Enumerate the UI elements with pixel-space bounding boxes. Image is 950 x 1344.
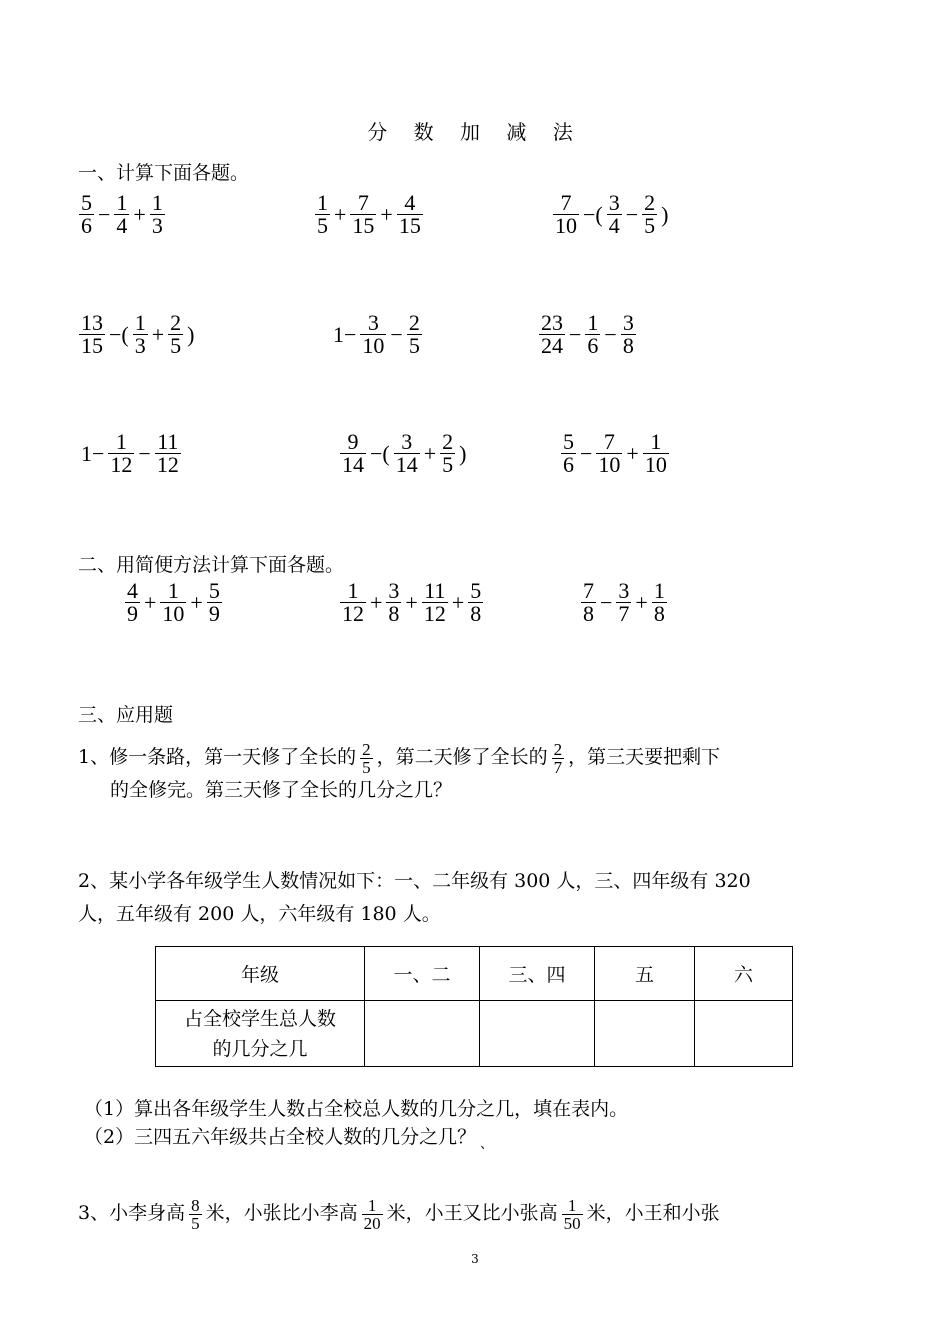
- denominator: 7: [618, 601, 630, 626]
- denominator: 5: [644, 213, 656, 238]
- numerator: 1: [587, 310, 599, 335]
- denominator: 4: [116, 213, 128, 238]
- operator: −: [138, 440, 151, 466]
- section-1-heading: 一、计算下面各题。: [78, 162, 250, 184]
- numerator: 7: [357, 190, 369, 215]
- fraction: [340, 580, 366, 625]
- operator: +: [190, 589, 203, 615]
- problem-3-line-1: [78, 1196, 720, 1232]
- numerator: 8: [191, 1195, 200, 1215]
- denominator: 3: [134, 333, 146, 358]
- denominator: 12: [110, 452, 133, 477]
- numerator: 4: [127, 578, 138, 603]
- problem-2-question-1: （1）算出各年级学生人数占全校总人数的几分之几，填在表内。: [84, 1098, 629, 1120]
- numerator: 11: [157, 429, 179, 454]
- operator: −: [98, 201, 111, 227]
- fraction: [407, 312, 422, 357]
- header-cell-grade-3-4: 三、四: [480, 947, 595, 1001]
- fraction: [397, 192, 423, 237]
- fraction: [394, 431, 420, 476]
- denominator: 8: [388, 601, 400, 626]
- stray-mark: 、: [480, 1137, 494, 1152]
- denominator: 5: [408, 333, 420, 358]
- denominator: 15: [398, 213, 421, 238]
- numerator: 1: [653, 578, 665, 603]
- numerator: 1: [347, 578, 359, 603]
- fraction: [168, 312, 183, 357]
- numerator: 5: [208, 578, 220, 603]
- fraction: [468, 580, 483, 625]
- denominator: 50: [563, 1213, 581, 1233]
- numerator: 3: [622, 310, 634, 335]
- denominator: 10: [162, 601, 185, 626]
- fraction: [108, 431, 134, 476]
- denominator: 10: [598, 452, 621, 477]
- denominator: 24: [541, 333, 563, 358]
- header-cell-grade-1-2: 一、二: [365, 947, 480, 1001]
- numerator: 1: [650, 429, 662, 454]
- numerator: 11: [424, 578, 446, 603]
- operator: −(: [109, 321, 129, 347]
- numerator: 4: [404, 190, 416, 215]
- denominator: 10: [362, 333, 385, 358]
- operator: −: [580, 440, 593, 466]
- denominator: 5: [362, 757, 371, 777]
- header-cell-grade-5: 五: [595, 947, 695, 1001]
- problem-2-line-1: 2、某小学各年级学生人数情况如下：一、二年级有 300 人，三、四年级有 320: [78, 870, 751, 892]
- header-cell-grade: 年级: [156, 947, 365, 1001]
- numerator: 2: [553, 739, 563, 759]
- problem-1-text-a: 1、修一条路，第一天修了全长的: [78, 746, 357, 768]
- numerator: 1: [134, 310, 146, 335]
- fraction: [160, 580, 186, 625]
- fraction-two-sevenths: [552, 741, 565, 776]
- numerator: 3: [367, 310, 379, 335]
- problem-2-question-2: [84, 1122, 494, 1152]
- numerator: 3: [388, 578, 400, 603]
- numerator: 2: [362, 739, 371, 759]
- denominator: 12: [156, 452, 179, 477]
- denominator: 4: [608, 213, 620, 238]
- table-answer-row: [156, 1001, 793, 1067]
- denominator: 10: [555, 213, 577, 238]
- numerator: 1: [116, 190, 128, 215]
- fraction: [585, 312, 600, 357]
- fraction: [596, 431, 622, 476]
- problem-1-text-b: ，第二天修了全长的: [376, 746, 548, 768]
- denominator: 6: [587, 333, 599, 358]
- operator: 1−: [333, 321, 357, 347]
- fraction: [652, 580, 667, 625]
- fraction: [642, 192, 657, 237]
- denominator: 5: [442, 452, 454, 477]
- operator: ): [187, 321, 195, 347]
- question-2-text: （2）三四五六年级共占全校人数的几分之几？: [84, 1126, 477, 1148]
- fraction: [616, 580, 631, 625]
- operator: +: [370, 589, 383, 615]
- page-number: 3: [471, 1252, 479, 1266]
- expr-12: [580, 580, 668, 625]
- grade-fraction-table: [155, 946, 793, 1067]
- section-3-heading: 三、应用题: [78, 704, 174, 726]
- operator: −(: [370, 440, 390, 466]
- numerator: 3: [618, 578, 630, 603]
- row-label-line-1: 占全校学生总人数: [183, 1007, 336, 1030]
- denominator: 6: [81, 213, 92, 238]
- denominator: 15: [352, 213, 375, 238]
- operator: −: [390, 321, 403, 347]
- numerator: 1: [115, 429, 127, 454]
- fraction-one-twentieth: [362, 1197, 383, 1232]
- expr-3: [552, 192, 671, 237]
- page-title: 分 数 加 减 法: [367, 120, 583, 144]
- fraction: [133, 312, 148, 357]
- denominator: 12: [423, 601, 446, 626]
- denominator: 6: [563, 452, 574, 477]
- operator: +: [144, 589, 157, 615]
- fraction: [422, 580, 448, 625]
- numerator: 13: [81, 310, 103, 335]
- expr-4: [78, 312, 197, 357]
- answer-cell-grade-5[interactable]: [595, 1001, 695, 1067]
- denominator: 9: [208, 601, 220, 626]
- expr-10: [124, 580, 223, 625]
- answer-cell-grade-3-4[interactable]: [480, 1001, 595, 1067]
- row-label-line-2: 的几分之几: [212, 1037, 308, 1060]
- operator: ): [459, 440, 467, 466]
- numerator: 2: [170, 310, 182, 335]
- denominator: 10: [644, 452, 667, 477]
- numerator: 1: [151, 190, 163, 215]
- operator: +: [635, 589, 648, 615]
- expr-1: [78, 192, 166, 237]
- fraction: [114, 192, 129, 237]
- operator: −: [625, 201, 639, 227]
- denominator: 5: [170, 333, 182, 358]
- numerator: 23: [541, 310, 563, 335]
- denominator: 5: [317, 213, 328, 238]
- expr-8: [339, 431, 469, 476]
- operator: +: [334, 201, 347, 227]
- numerator: 1: [167, 578, 179, 603]
- operator: −: [600, 589, 613, 615]
- fraction: [150, 192, 165, 237]
- denominator: 14: [395, 452, 418, 477]
- fraction: [79, 192, 94, 237]
- numerator: 1: [317, 190, 328, 215]
- numerator: 3: [401, 429, 413, 454]
- denominator: 8: [470, 601, 482, 626]
- operator: −: [569, 321, 582, 347]
- operator: +: [451, 589, 465, 615]
- fraction: [581, 580, 596, 625]
- denominator: 8: [653, 601, 665, 626]
- fraction: [350, 192, 376, 237]
- denominator: 8: [583, 601, 594, 626]
- numerator: 7: [560, 190, 572, 215]
- expr-2: [314, 192, 424, 237]
- denominator: 8: [622, 333, 634, 358]
- problem-3-text-b: 米，小张比小李高: [205, 1202, 358, 1224]
- fraction: [360, 312, 386, 357]
- fraction: [207, 580, 222, 625]
- expr-9: [560, 431, 670, 476]
- section-2-heading: 二、用简便方法计算下面各题。: [78, 554, 345, 576]
- denominator: 15: [81, 333, 103, 358]
- expr-6: [538, 312, 637, 357]
- numerator: 5: [563, 429, 574, 454]
- operator: 1−: [81, 440, 105, 466]
- denominator: 9: [127, 601, 138, 626]
- denominator: 14: [342, 452, 364, 477]
- fraction: [621, 312, 636, 357]
- expr-7: [78, 431, 182, 476]
- operator: +: [405, 589, 418, 615]
- numerator: 7: [583, 578, 594, 603]
- operator: +: [151, 321, 165, 347]
- problem-2-line-2: 人，五年级有 200 人，六年级有 180 人。: [78, 903, 441, 925]
- fraction: [440, 431, 455, 476]
- operator: −(: [583, 201, 603, 227]
- numerator: 2: [408, 310, 420, 335]
- denominator: 7: [553, 757, 563, 777]
- problem-3-text-d: 米，小王和小张: [586, 1202, 720, 1224]
- fraction: [125, 580, 140, 625]
- fraction-two-fifths: [360, 741, 373, 776]
- fraction: [340, 431, 366, 476]
- table-header-row: [156, 947, 793, 1001]
- numerator: 7: [603, 429, 615, 454]
- fraction: [561, 431, 576, 476]
- problem-1-line-2: 的全修完。第三天修了全长的几分之几？: [110, 779, 453, 801]
- numerator: 2: [442, 429, 454, 454]
- denominator: 3: [151, 213, 163, 238]
- fraction: [643, 431, 669, 476]
- answer-cell-grade-6[interactable]: [695, 1001, 793, 1067]
- numerator: 1: [367, 1195, 377, 1215]
- problem-1-line-1: [78, 740, 720, 776]
- problem-3-text-a: 3、小李身高: [78, 1202, 186, 1224]
- operator: +: [423, 440, 437, 466]
- denominator: 12: [342, 601, 364, 626]
- fraction: [315, 192, 330, 237]
- fraction: [553, 192, 579, 237]
- fraction: [79, 312, 105, 357]
- numerator: 5: [470, 578, 482, 603]
- denominator: 20: [363, 1213, 381, 1233]
- operator: +: [133, 201, 146, 227]
- numerator: 9: [347, 429, 359, 454]
- problem-3-text-c: 米，小王又比小张高: [386, 1202, 558, 1224]
- expr-11: [339, 580, 484, 625]
- problem-1-text-c: ，第三天要把剩下: [568, 746, 721, 768]
- operator: +: [626, 440, 639, 466]
- expr-5: [330, 312, 423, 357]
- operator: +: [380, 201, 393, 227]
- numerator: 2: [644, 190, 656, 215]
- row-label-cell: [156, 1001, 365, 1067]
- answer-cell-grade-1-2[interactable]: [365, 1001, 480, 1067]
- fraction: [607, 192, 622, 237]
- numerator: 5: [81, 190, 92, 215]
- fraction: [155, 431, 181, 476]
- denominator: 5: [191, 1213, 200, 1233]
- fraction: [386, 580, 401, 625]
- fraction-one-fiftieth: [562, 1197, 583, 1232]
- header-cell-grade-6: 六: [695, 947, 793, 1001]
- operator: −: [604, 321, 617, 347]
- fraction-eight-fifths: [189, 1197, 202, 1232]
- numerator: 1: [567, 1195, 577, 1215]
- operator: ): [661, 201, 669, 227]
- numerator: 3: [608, 190, 620, 215]
- fraction: [539, 312, 565, 357]
